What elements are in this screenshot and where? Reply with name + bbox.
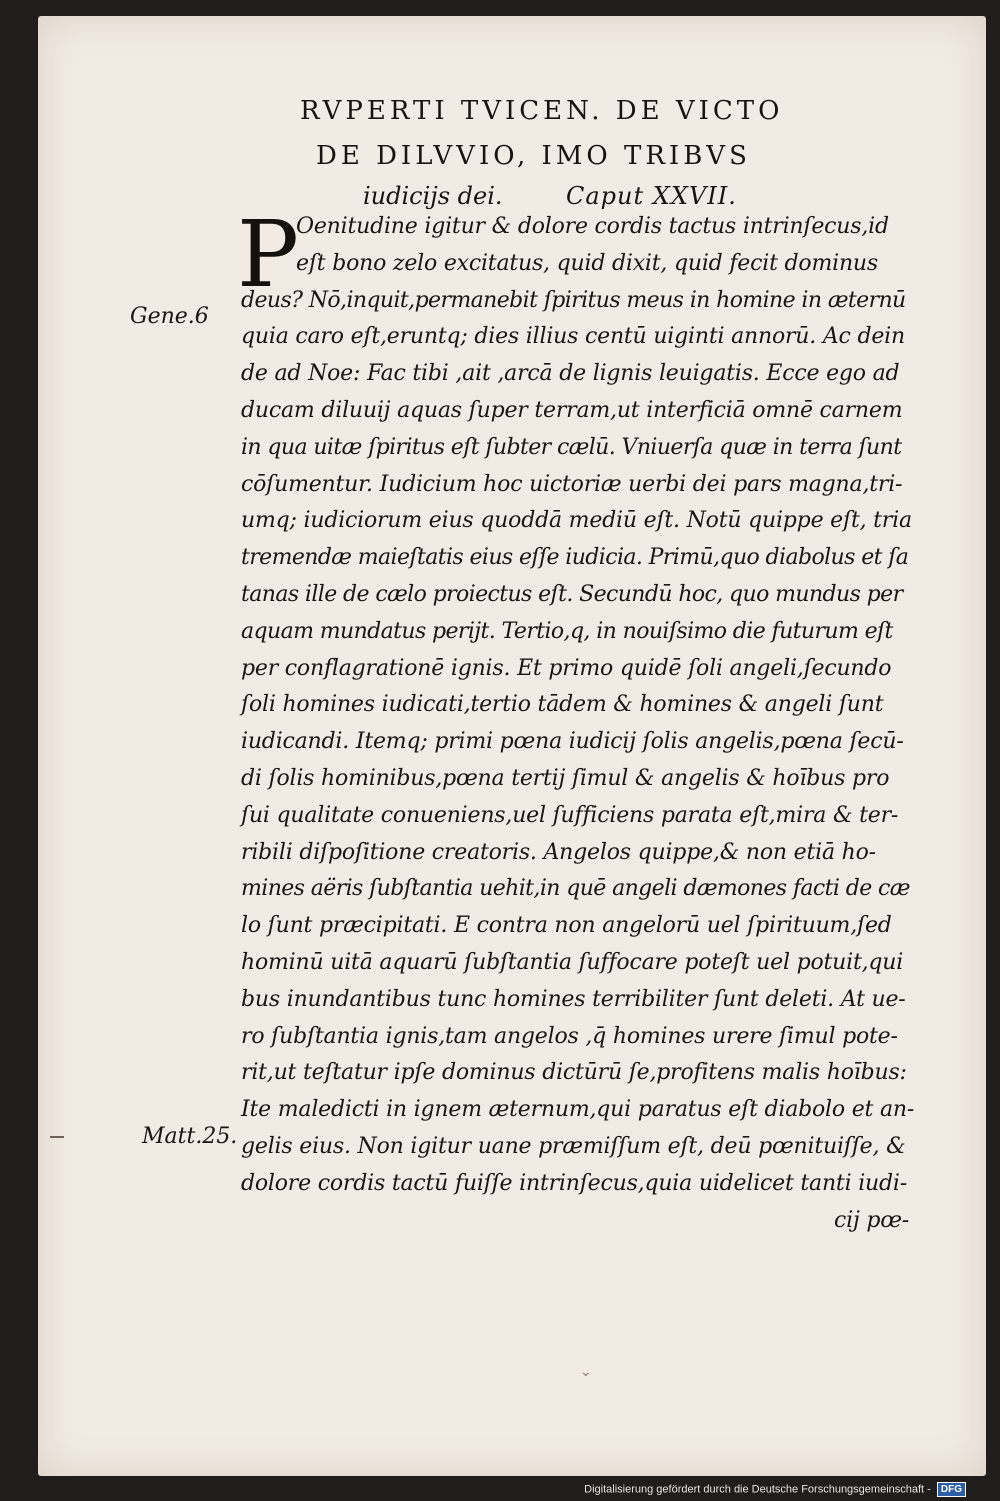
- dfg-logo: DFG: [937, 1482, 966, 1497]
- text-line: dolore cordis tactū fuiſſe intrinſecus,quia uidelicet tanti iudi-: [241, 1171, 907, 1196]
- text-line: ducam diluuij aquas ſuper terram,ut interficiā omnē carnem: [241, 398, 903, 423]
- text-line: iudicandi. Itemq; primi pœna iudicij ſolis angelis,pœna ſecū-: [241, 729, 904, 754]
- text-line: cōſumentur. Iudicium hoc uictoriæ uerbi dei pars magna,tri-: [241, 472, 903, 497]
- text-line: ſui qualitate conueniens,uel ſufficiens parata eſt,mira & ter-: [241, 803, 899, 828]
- text-line: rit,ut teſtatur ipſe dominus dictūrū ſe,profitens malis hoībus:: [241, 1060, 907, 1085]
- heading-line-1: RVPERTI TVICEN. DE VICTO: [300, 96, 784, 126]
- text-line: di ſolis hominibus,pœna tertij ſimul & angelis & hoībus pro: [241, 766, 890, 791]
- text-line: tremendæ maieſtatis eius eſſe iudicia. Primū,quo diabolus et ſa: [241, 545, 909, 570]
- text-line: ro ſubſtantia ignis,tam angelos ,q̄ homines urere ſimul pote-: [241, 1024, 898, 1049]
- text-line: hominū uitā aquarū ſubſtantia ſuffocare poteſt uel potuit,qui: [241, 950, 904, 975]
- text-line: de ad Noe: Fac tibi ,ait ,arcā de lignis leuigatis. Ecce ego ad: [241, 361, 900, 386]
- text-line: in qua uitæ ſpiritus eſt ſubter cælū. Vniuerſa quæ in terra ſunt: [241, 435, 902, 460]
- drop-capital: P: [237, 201, 299, 308]
- text-line: lo ſunt præcipitati. E contra non angelorū uel ſpirituum,ſed: [241, 913, 892, 938]
- text-line: eſt bono zelo excitatus, quid dixit, quid fecit dominus: [296, 251, 878, 276]
- text-line: per conflagrationē ignis. Et primo quidē ſoli angeli,ſecundo: [241, 656, 892, 681]
- heading-line-2: DE DILVVIO, IMO TRIBVS: [316, 141, 751, 171]
- text-line: aquam mundatus perijt. Tertio,q, in nouiſsimo die futurum eſt: [241, 619, 893, 644]
- text-line: Oenitudine igitur & dolore cordis tactus intrinſecus,id: [296, 214, 889, 239]
- text-line: deus? Nō,inquit,permanebit ſpiritus meus in homine in æternū: [241, 288, 906, 313]
- page-mark: ⌄: [580, 1364, 592, 1380]
- footer-credit: [584, 1482, 966, 1497]
- text-line: ribili diſpoſitione creatoris. Angelos quippe,& non etiā ho-: [241, 840, 876, 865]
- margin-dash: [50, 1136, 64, 1138]
- text-line: bus inundantibus tunc homines terribiliter ſunt deleti. At ue-: [241, 987, 906, 1012]
- text-line: Ite maledicti in ignem æternum,qui paratus eſt diabolo et an-: [241, 1097, 915, 1122]
- text-line: mines aëris ſubſtantia uehit,in quē angeli dæmones facti de cæ: [241, 876, 910, 901]
- heading-line-3-left: iudicijs dei.: [363, 182, 503, 210]
- margin-note-genesis: Gene.6: [130, 304, 209, 329]
- text-line: ſoli homines iudicati,tertio tādem & homines & angeli ſunt: [241, 692, 884, 717]
- chapter-number: Caput XXVII.: [566, 182, 737, 210]
- text-line: tanas ille de cælo proiectus eſt. Secundū hoc, quo mundus per: [241, 582, 903, 607]
- text-line: umq; iudiciorum eius quoddā mediū eſt. Notū quippe eſt, tria: [241, 508, 912, 533]
- footer-credit-text: Digitalisierung gefördert durch die Deutsche Forschungsgemeinschaft -: [584, 1483, 931, 1496]
- margin-note-matthew: Matt.25.: [142, 1124, 238, 1149]
- text-line: quia caro eſt,eruntq; dies illius centū uiginti annorū. Ac dein: [241, 324, 905, 349]
- text-line: gelis eius. Non igitur uane præmiſſum eſt, deū pœnituiſſe, &: [241, 1134, 906, 1159]
- text-line: cij pœ-: [834, 1208, 910, 1233]
